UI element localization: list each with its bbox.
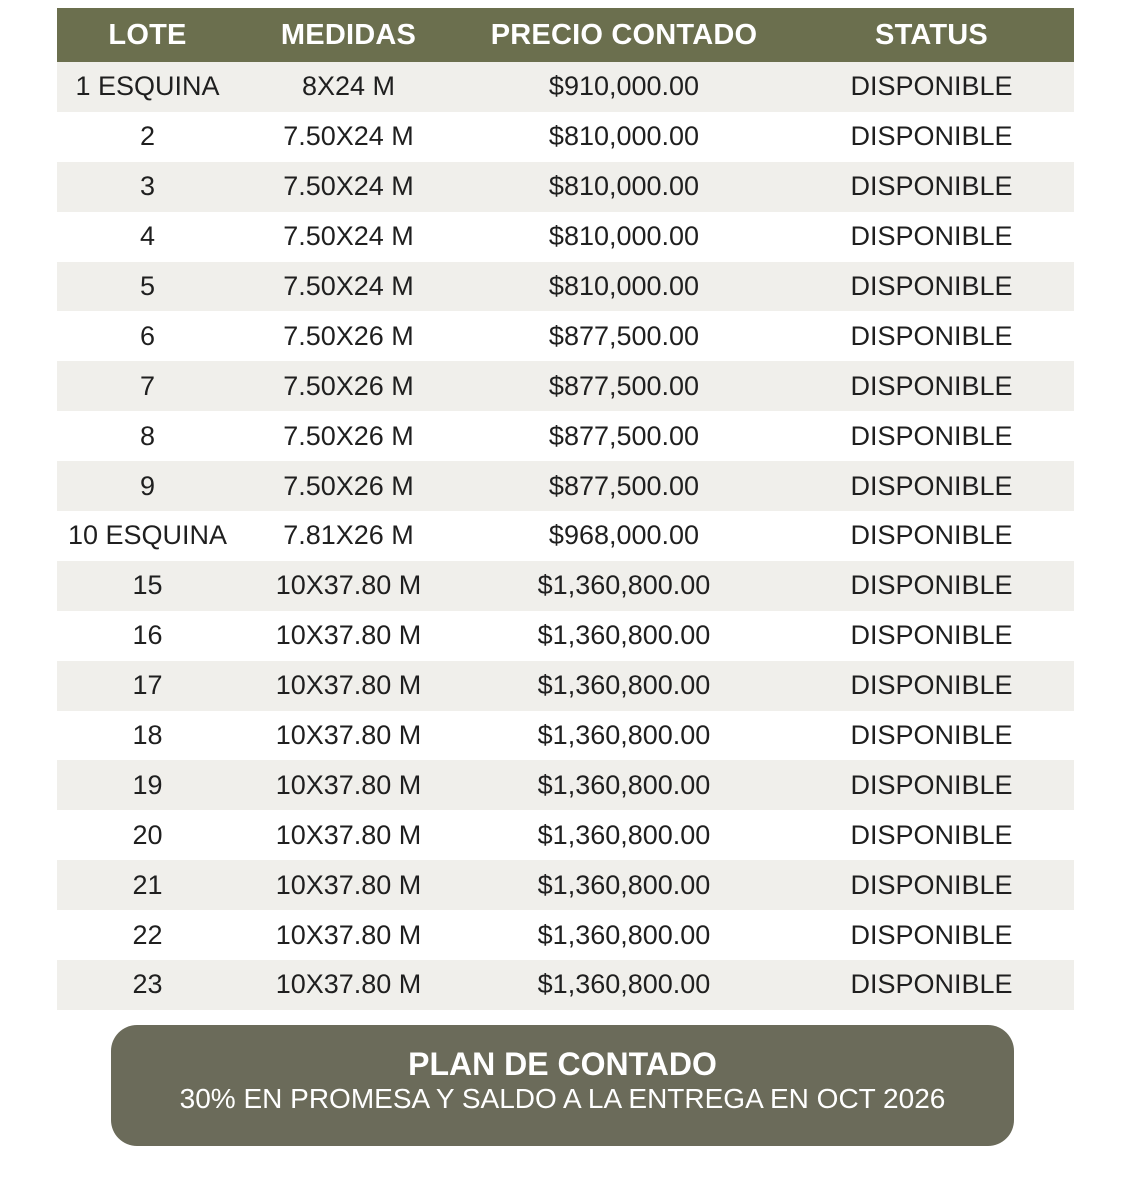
- cell-status: DISPONIBLE: [850, 370, 1013, 401]
- cell-precio: $877,500.00: [548, 370, 700, 401]
- cell-status: DISPONIBLE: [850, 271, 1013, 301]
- cell-medidas: 10X37.80 M: [275, 819, 422, 850]
- cell-lote: 17: [132, 670, 163, 701]
- cell-precio: $1,360,800.00: [537, 769, 711, 800]
- cell-status: DISPONIBLE: [850, 420, 1013, 451]
- header-medidas: MEDIDAS: [280, 18, 417, 51]
- cell-precio: $1,360,800.00: [537, 969, 711, 1000]
- table-row: [57, 162, 1074, 212]
- cell-lote: 20: [132, 819, 163, 850]
- cell-precio: $968,000.00: [548, 520, 700, 551]
- cell-lote: 23: [132, 969, 163, 1000]
- cell-precio: $1,360,800.00: [537, 570, 711, 601]
- header-precio: PRECIO CONTADO: [490, 18, 758, 51]
- table-row: [57, 760, 1074, 810]
- cell-medidas: 7.50X26 M: [283, 470, 414, 501]
- cell-precio: $1,360,800.00: [537, 620, 711, 651]
- cell-lote: 7: [139, 370, 156, 401]
- table-row: [57, 860, 1074, 910]
- plan-banner: [111, 1025, 1014, 1146]
- cell-status: DISPONIBLE: [850, 470, 1013, 501]
- table-row: [57, 561, 1074, 611]
- cell-lote: 18: [132, 720, 163, 751]
- cell-lote: 3: [139, 171, 156, 202]
- cell-precio: $810,000.00: [548, 171, 700, 202]
- cell-precio: $1,360,800.00: [537, 720, 711, 751]
- cell-medidas: 7.50X26 M: [283, 420, 414, 451]
- table-row: [57, 661, 1074, 711]
- cell-medidas: 7.50X24 M: [283, 171, 414, 202]
- table-row: [57, 262, 1074, 312]
- cell-lote: 6: [139, 320, 156, 351]
- cell-status: DISPONIBLE: [850, 320, 1013, 351]
- table-row: [57, 461, 1074, 511]
- cell-medidas: 10X37.80 M: [275, 670, 422, 701]
- cell-lote: 15: [132, 570, 163, 601]
- cell-status: DISPONIBLE: [850, 819, 1013, 850]
- cell-medidas: 10X37.80 M: [275, 570, 422, 601]
- cell-status: DISPONIBLE: [850, 520, 1013, 551]
- cell-lote: 21: [132, 869, 163, 900]
- table-row: [57, 361, 1074, 411]
- cell-medidas: 10X37.80 M: [275, 620, 422, 651]
- cell-precio: $910,000.00: [548, 71, 700, 102]
- cell-precio: $810,000.00: [548, 271, 700, 301]
- plan-subtitle: 30% EN PROMESA Y SALDO A LA ENTREGA EN OCT 2026: [179, 1083, 946, 1114]
- cell-precio: $1,360,800.00: [537, 869, 711, 900]
- cell-lote: 1 ESQUINA: [75, 71, 220, 102]
- cell-lote: 16: [132, 620, 163, 651]
- table-row: [57, 910, 1074, 960]
- table-row: [57, 611, 1074, 661]
- cell-medidas: 7.50X24 M: [283, 271, 414, 301]
- cell-status: DISPONIBLE: [850, 570, 1013, 601]
- header-status: STATUS: [875, 18, 988, 51]
- cell-lote: 19: [132, 769, 163, 800]
- cell-medidas: 10X37.80 M: [275, 769, 422, 800]
- cell-precio: $877,500.00: [548, 470, 700, 501]
- cell-lote: 2: [139, 121, 156, 152]
- cell-lote: 10 ESQUINA: [67, 520, 228, 551]
- cell-status: DISPONIBLE: [850, 71, 1013, 102]
- cell-medidas: 7.81X26 M: [283, 520, 414, 551]
- table-row: [57, 711, 1074, 761]
- cell-status: DISPONIBLE: [850, 769, 1013, 800]
- cell-lote: 5: [139, 271, 156, 301]
- cell-precio: $877,500.00: [548, 420, 700, 451]
- cell-medidas: 10X37.80 M: [275, 969, 422, 1000]
- cell-medidas: 10X37.80 M: [275, 919, 422, 950]
- cell-precio: $1,360,800.00: [537, 670, 711, 701]
- cell-status: DISPONIBLE: [850, 620, 1013, 651]
- cell-lote: 4: [139, 221, 156, 252]
- header-lote: LOTE: [108, 18, 187, 51]
- table-row: [57, 311, 1074, 361]
- cell-medidas: 7.50X26 M: [283, 370, 414, 401]
- cell-status: DISPONIBLE: [850, 221, 1013, 252]
- table-row: [57, 112, 1074, 162]
- table-row: [57, 212, 1074, 262]
- table-row: [57, 511, 1074, 561]
- cell-precio: $1,360,800.00: [537, 919, 711, 950]
- cell-precio: $810,000.00: [548, 221, 700, 252]
- table-row: [57, 810, 1074, 860]
- cell-status: DISPONIBLE: [850, 969, 1013, 1000]
- cell-medidas: 8X24 M: [301, 71, 396, 102]
- cell-lote: 9: [139, 470, 156, 501]
- cell-precio: $1,360,800.00: [537, 819, 711, 850]
- table-row: [57, 62, 1074, 112]
- cell-status: DISPONIBLE: [850, 670, 1013, 701]
- cell-medidas: 7.50X24 M: [283, 121, 414, 152]
- table-row: [57, 960, 1074, 1010]
- cell-status: DISPONIBLE: [850, 171, 1013, 202]
- table-header: [57, 8, 1074, 62]
- cell-lote: 22: [132, 919, 163, 950]
- cell-medidas: 10X37.80 M: [275, 869, 422, 900]
- cell-status: DISPONIBLE: [850, 869, 1013, 900]
- plan-title: PLAN DE CONTADO: [408, 1046, 717, 1082]
- cell-medidas: 7.50X26 M: [283, 320, 414, 351]
- cell-precio: $877,500.00: [548, 320, 700, 351]
- cell-status: DISPONIBLE: [850, 919, 1013, 950]
- cell-status: DISPONIBLE: [850, 121, 1013, 152]
- cell-medidas: 10X37.80 M: [275, 720, 422, 751]
- cell-status: DISPONIBLE: [850, 720, 1013, 751]
- cell-medidas: 7.50X24 M: [283, 221, 414, 252]
- cell-lote: 8: [139, 420, 156, 451]
- price-table: [57, 8, 1074, 1010]
- table-body: [57, 62, 1074, 1010]
- cell-precio: $810,000.00: [548, 121, 700, 152]
- table-row: [57, 411, 1074, 461]
